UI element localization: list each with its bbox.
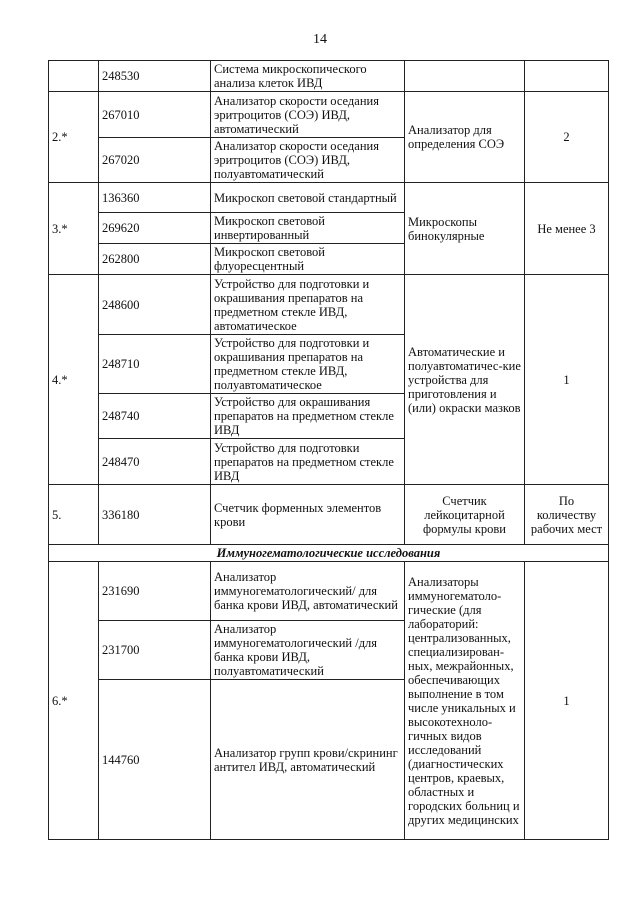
- number-cell: 6.*: [49, 562, 99, 840]
- quantity-cell: 1: [525, 562, 609, 840]
- code-cell: 231700: [99, 621, 211, 680]
- number-cell: 2.*: [49, 92, 99, 183]
- device-type-cell: Анализаторы иммуногематоло-гические (для лабораторий: централизованных, специализирован-ных, межрайонных, обеспечивающих выполнение в том числе уникальных и высокотехноло-гичных видов исследований (диагностических центров, краевых, областных и городских больниц и других медицинских: [405, 562, 525, 840]
- number-cell: [49, 61, 99, 92]
- device-name-cell: Анализатор иммуногематологический /для банка крови ИВД, полуавтоматический: [211, 621, 405, 680]
- table-row: [49, 183, 609, 213]
- quantity-cell: По количеству рабочих мест: [525, 485, 609, 545]
- device-name-cell: Устройство для подготовки и окрашивания препаратов на предметном стекле ИВД, автоматическое: [211, 275, 405, 335]
- code-cell: 248740: [99, 394, 211, 439]
- device-name-cell: Анализатор скорости оседания эритроцитов (СОЭ) ИВД, автоматический: [211, 92, 405, 138]
- table-row: [49, 92, 609, 138]
- device-type-cell: Анализатор для определения СОЭ: [405, 92, 525, 183]
- quantity-cell: Не менее 3: [525, 183, 609, 275]
- device-name-cell: Устройство для окрашивания препаратов на предметном стекле ИВД: [211, 394, 405, 439]
- section-row: [49, 545, 609, 562]
- code-cell: 136360: [99, 183, 211, 213]
- device-type-cell: Автоматические и полуавтоматичес-кие устройства для приготовления и (или) окраски мазков: [405, 275, 525, 485]
- equipment-table: [48, 60, 609, 840]
- device-name-cell: Устройство для подготовки препаратов на предметном стекле ИВД: [211, 439, 405, 485]
- device-name-cell: Устройство для подготовки и окрашивания препаратов на предметном стекле ИВД, полуавтоматическое: [211, 335, 405, 394]
- code-cell: 267020: [99, 138, 211, 183]
- code-cell: 269620: [99, 213, 211, 244]
- quantity-cell: 2: [525, 92, 609, 183]
- page-number: 14: [313, 32, 327, 47]
- code-cell: 248710: [99, 335, 211, 394]
- code-cell: 248530: [99, 61, 211, 92]
- code-cell: 267010: [99, 92, 211, 138]
- device-name-cell: Анализатор иммуногематологический/ для банка крови ИВД, автоматический: [211, 562, 405, 621]
- device-name-cell: Анализатор групп крови/скрининг антител ИВД, автоматический: [211, 680, 405, 840]
- quantity-cell: [525, 61, 609, 92]
- section-heading: Иммуногематологические исследования: [49, 545, 609, 562]
- number-cell: 3.*: [49, 183, 99, 275]
- device-type-cell: Микроскопы бинокулярные: [405, 183, 525, 275]
- device-name-cell: Микроскоп световой стандартный: [211, 183, 405, 213]
- device-name-cell: Система микроскопического анализа клеток ИВД: [211, 61, 405, 92]
- table-row: [49, 485, 609, 545]
- code-cell: 248600: [99, 275, 211, 335]
- device-type-cell: Счетчик лейкоцитарной формулы крови: [405, 485, 525, 545]
- device-name-cell: Анализатор скорости оседания эритроцитов (СОЭ) ИВД, полуавтоматический: [211, 138, 405, 183]
- quantity-cell: 1: [525, 275, 609, 485]
- device-name-cell: Микроскоп световой инвертированный: [211, 213, 405, 244]
- number-cell: 5.: [49, 485, 99, 545]
- device-name-cell: Счетчик форменных элементов крови: [211, 485, 405, 545]
- table-row: [49, 275, 609, 335]
- table-row: [49, 61, 609, 92]
- code-cell: 231690: [99, 562, 211, 621]
- code-cell: 144760: [99, 680, 211, 840]
- code-cell: 262800: [99, 244, 211, 275]
- device-type-cell: [405, 61, 525, 92]
- device-name-cell: Микроскоп световой флуоресцентный: [211, 244, 405, 275]
- code-cell: 336180: [99, 485, 211, 545]
- table-row: [49, 562, 609, 621]
- number-cell: 4.*: [49, 275, 99, 485]
- code-cell: 248470: [99, 439, 211, 485]
